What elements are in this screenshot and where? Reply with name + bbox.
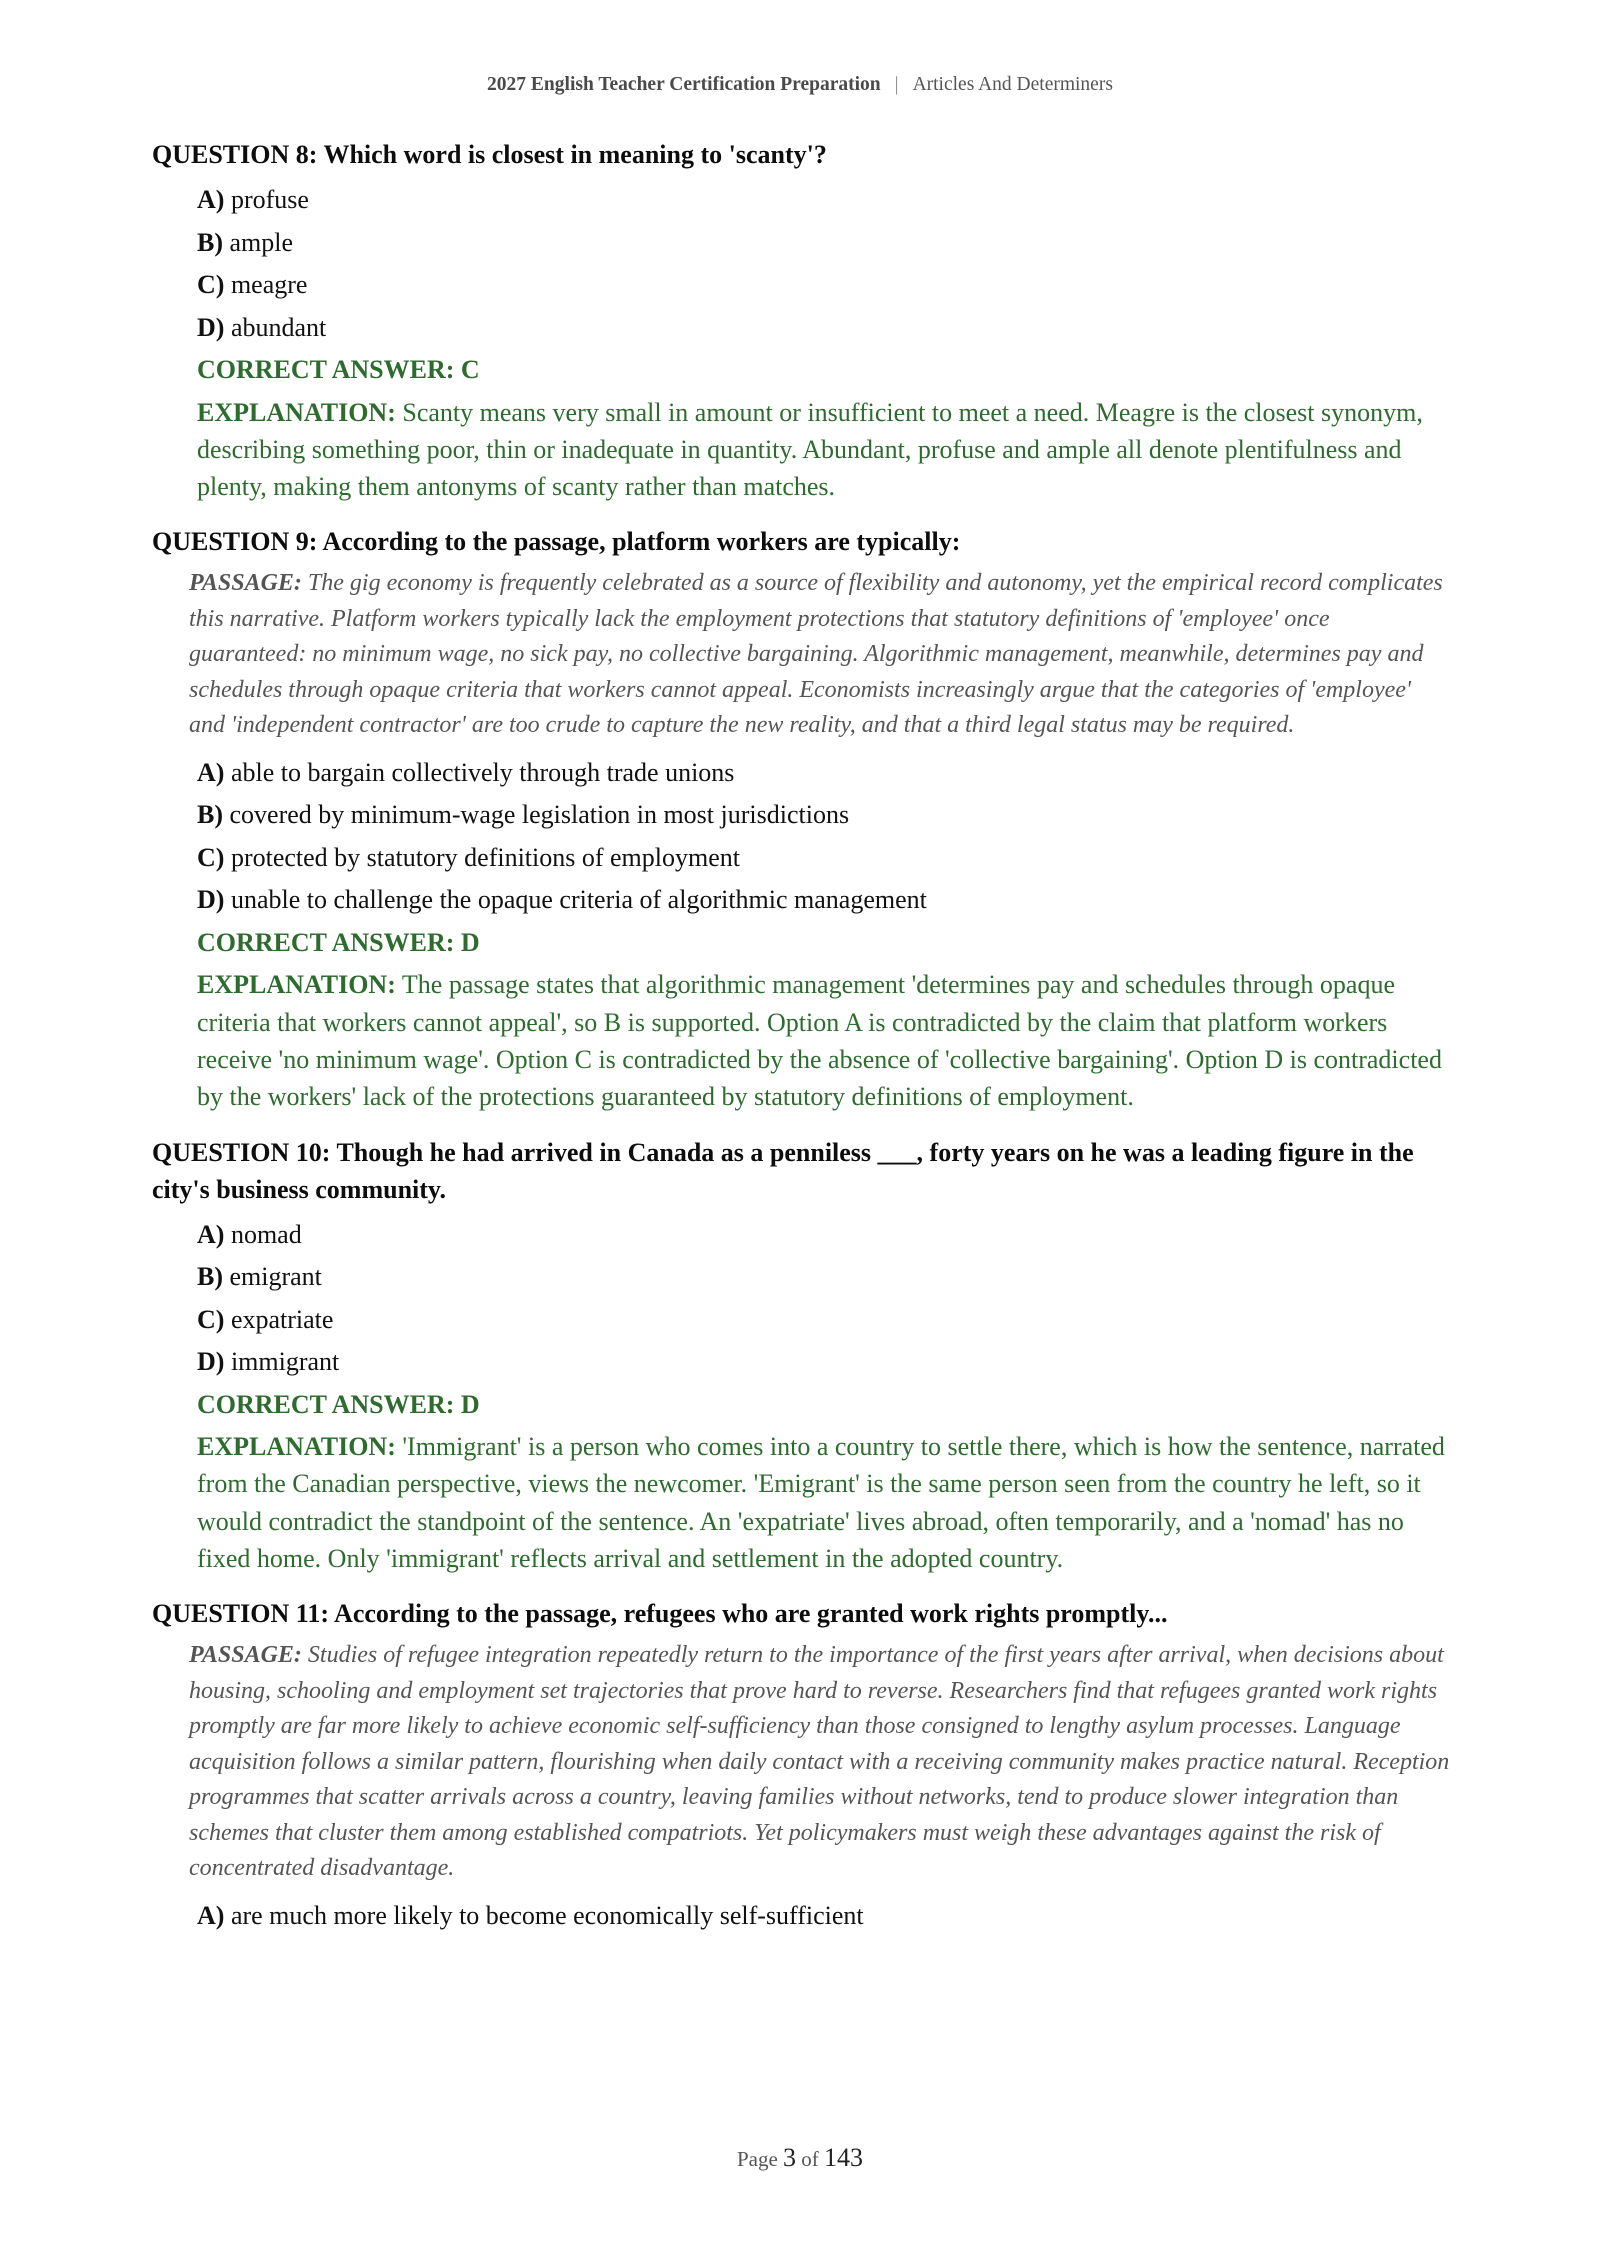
option-a (197, 752, 1452, 795)
option-text: abundant (230, 312, 327, 342)
passage-text: Studies of refugee integration repeatedly return to the importance of the first years after arrival, when decisions about housing, schooling and employment set trajectories that prove hard to reverse. Researchers find that refugees granted work rights promptly are far more likely to achieve economic self-sufficiency than those consigned to lengthy asylum processes. Language acquisition follows a similar pattern, flourishing when daily contact with a receiving community makes practice natural. Reception programmes that scatter arrivals across a country, leaving families without networks, tend to produce slower integration than schemes that cluster them among established compatriots. Yet policymakers must weigh these advantages against the risk of concentrated disadvantage. (189, 1642, 1450, 1882)
option-letter: B) (197, 227, 223, 257)
passage-text: The gig economy is frequently celebrated as a source of flexibility and autonomy, yet the empirical record complicates this narrative. Platform workers typically lack the employment protections that statutory definitions of 'employee' once guaranteed: no minimum wage, no sick pay, no collective bargaining. Algorithmic management, meanwhile, determines pay and schedules through opaque criteria that workers cannot appeal. Economists increasingly argue that the categories of 'employee' and 'independent contractor' are too crude to capture the new reality, and that a third legal status may be required. (189, 570, 1443, 739)
passage-label: PASSAGE: (189, 570, 302, 597)
option-a (197, 1895, 1452, 1938)
option-text: nomad (230, 1219, 302, 1249)
option-letter: D) (197, 885, 225, 915)
header-title: 2027 English Teacher Certification Preparation (487, 74, 881, 95)
question-9 (152, 523, 1452, 1115)
option-letter: A) (197, 1900, 225, 1930)
option-text: able to bargain collectively through trade unions (230, 757, 735, 787)
question-title: QUESTION 8: Which word is closest in meaning to 'scanty'? (152, 140, 827, 169)
explanation-label: EXPLANATION: (197, 397, 396, 427)
option-b (197, 222, 1452, 265)
passage-label: PASSAGE: (189, 1642, 302, 1669)
passage (189, 566, 1452, 744)
question-title: QUESTION 11: According to the passage, refugees who are granted work rights promptly... (152, 1599, 1168, 1629)
option-letter: A) (197, 757, 225, 787)
passage (189, 1638, 1452, 1887)
option-c (197, 837, 1452, 880)
explanation-text: The passage states that algorithmic management 'determines pay and schedules through opaque criteria that workers cannot appeal', so B is supported. Option A is contradicted by the claim that platform workers receive 'no minimum wage'. Option C is contradicted by the absence of 'collective bargaining'. Option D is contradicted by the workers' lack of the protections guaranteed by statutory definitions of employment. (197, 970, 1442, 1112)
question-10 (152, 1134, 1452, 1578)
option-letter: D) (197, 1347, 225, 1377)
option-text: ample (229, 227, 294, 257)
question-title: QUESTION 10: Though he had arrived in Canada as a penniless ___, forty years on he was a leading figure in the city's business community. (152, 1137, 1414, 1204)
option-letter: A) (197, 185, 225, 214)
page-header (0, 74, 1600, 96)
option-text: covered by minimum-wage legislation in most jurisdictions (229, 800, 850, 830)
option-letter: B) (197, 1262, 223, 1292)
option-letter: B) (197, 800, 223, 830)
option-a (197, 1214, 1452, 1257)
option-c (197, 264, 1452, 307)
page-footer (0, 2143, 1600, 2173)
header-separator: | (894, 74, 899, 95)
explanation-text: Scanty means very small in amount or insufficient to meet a need. Meagre is the closest synonym, describing something poor, thin or inadequate in quantity. Abundant, profuse and ample all denote plentifulness and plenty, making them antonyms of scanty rather than matches. (197, 397, 1423, 502)
header-subtitle: Articles And Determiners (912, 74, 1113, 95)
option-d (197, 307, 1452, 350)
page-number-total: 143 (824, 2143, 864, 2172)
option-d (197, 1341, 1452, 1384)
explanation-label: EXPLANATION: (197, 1432, 396, 1462)
question-title: QUESTION 9: According to the passage, platform workers are typically: (152, 527, 961, 557)
option-text: expatriate (230, 1304, 334, 1334)
page-label: Page (736, 2147, 778, 2171)
option-letter: C) (197, 1304, 225, 1334)
question-11 (152, 1595, 1452, 1937)
option-letter: A) (197, 1219, 225, 1249)
correct-answer: CORRECT ANSWER: C (197, 355, 480, 384)
option-text: emigrant (229, 1262, 322, 1292)
explanation (197, 966, 1452, 1115)
option-text: immigrant (230, 1347, 340, 1377)
option-text: protected by statutory definitions of employment (230, 842, 740, 872)
option-letter: C) (197, 842, 225, 872)
page-content (152, 136, 1452, 1955)
explanation-text: 'Immigrant' is a person who comes into a country to settle there, which is how the sentence, narrated from the Canadian perspective, views the newcomer. 'Emigrant' is the same person seen from the country he left, so it would contradict the standpoint of the sentence. An 'expatriate' lives abroad, often temporarily, and a 'nomad' has no fixed home. Only 'immigrant' reflects arrival and settlement in the adopted country. (197, 1432, 1445, 1573)
explanation-label: EXPLANATION: (197, 970, 396, 1000)
question-8 (152, 136, 1452, 505)
option-c (197, 1299, 1452, 1342)
option-text: are much more likely to become economically self-sufficient (230, 1900, 864, 1930)
option-text: meagre (230, 270, 308, 299)
page-number-current: 3 (783, 2143, 797, 2172)
option-a (197, 179, 1452, 222)
correct-answer: CORRECT ANSWER: D (197, 1389, 480, 1419)
option-letter: C) (197, 270, 225, 299)
option-letter: D) (197, 312, 225, 342)
option-b (197, 1256, 1452, 1299)
option-b (197, 794, 1452, 837)
option-d (197, 879, 1452, 922)
explanation (197, 394, 1452, 506)
option-text: unable to challenge the opaque criteria of algorithmic management (230, 885, 927, 915)
explanation (197, 1428, 1452, 1577)
page-of-label: of (801, 2147, 819, 2171)
correct-answer: CORRECT ANSWER: D (197, 927, 480, 957)
option-text: profuse (230, 185, 309, 214)
